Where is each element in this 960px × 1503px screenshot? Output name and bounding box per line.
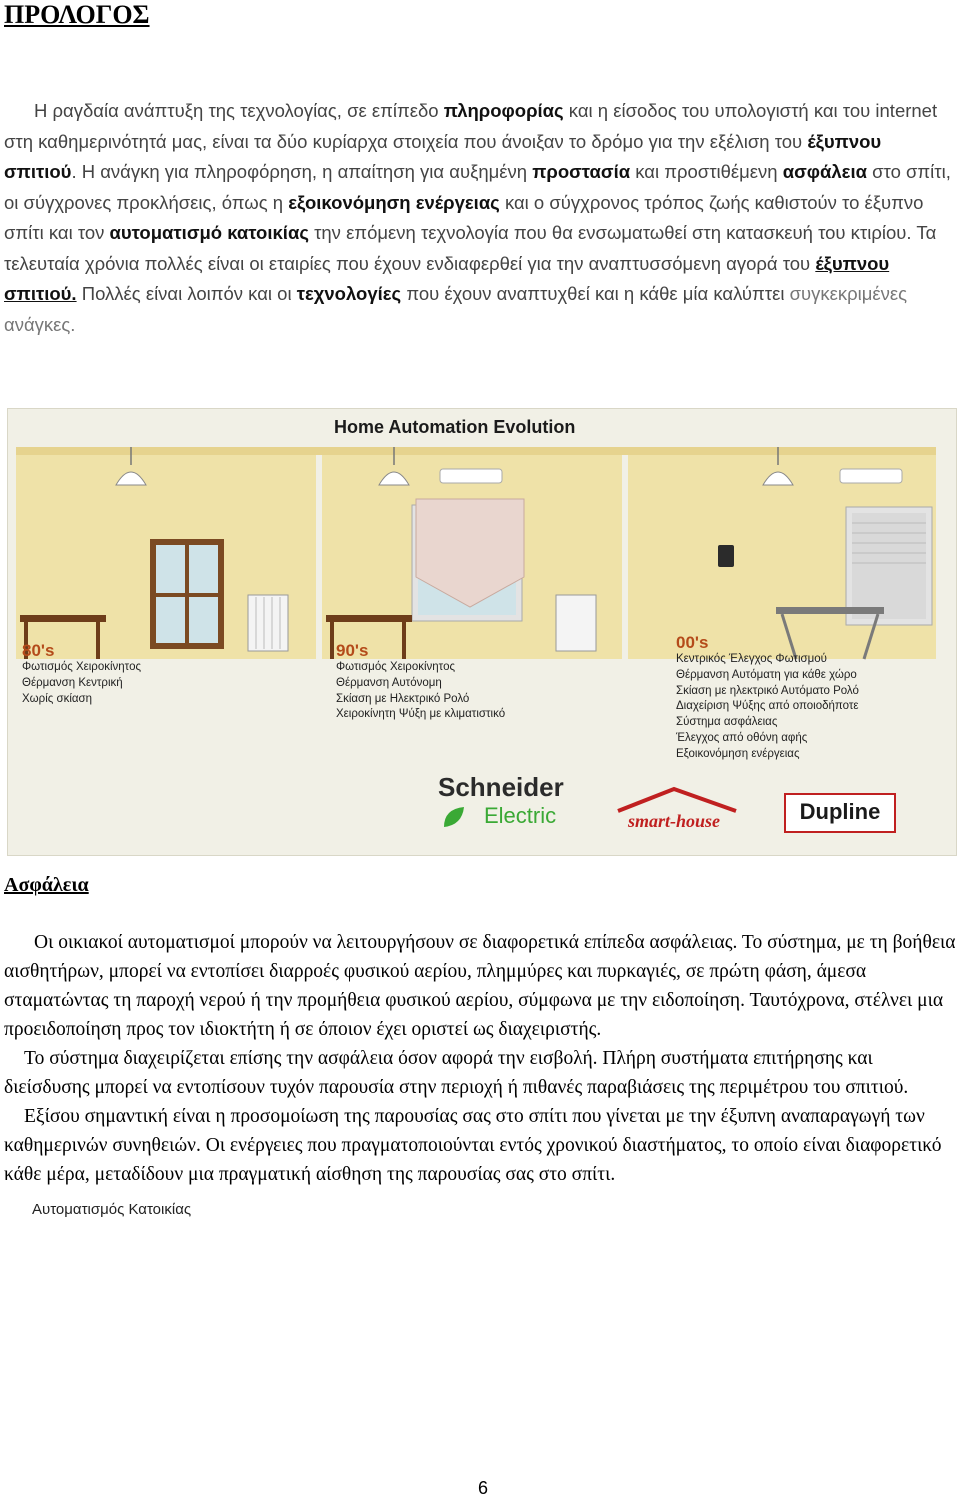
roller-blind-window-icon — [412, 499, 524, 621]
intro-text-segment: και προστιθέμενη — [630, 161, 783, 182]
window-icon — [150, 539, 224, 649]
body-paragraph: Οι οικιακοί αυτοματισμοί μπορούν να λειτουργήσουν σε διαφορετικά επίπεδα ασφάλειας. Το σύστημα, με τη βοήθεια αισθητήρων, μπορεί να εντοπίσει διαρροές φυσικού αερίου, πλημμύρες και πυρκαγιές, σε πρώτη φάση, άμεσα σταματώντας τη παροχή νερού ή την προμήθεια φυσικού αερίου, σύμφωνα με την ειδοποίηση. Ταυτόχρονα, στέλνει μια προειδοποίηση προς τον ιδιοκτήτη ή σε όποιον έχει οριστεί ως διαχειριστής. — [4, 932, 956, 1040]
body-paragraph: Εξίσου σημαντική είναι η προσομοίωση της παρουσίας σας στο σπίτι που γίνεται με την έξυπνη αναπαραγωγή των καθημερινών συνηθειών. Οι ενέργειες που πραγματοποιούνται εντός χρονικού διαστήματος, το οποίο είναι διαφορετικό κάθε μέρα, μεταδίδουν μια πραγματική αίσθηση της παρουσίας σας στο σπίτι. — [4, 1106, 942, 1185]
caption-line: Θέρμανση Αυτόματη για κάθε χώρο — [676, 668, 857, 681]
caption-line: Φωτισμός Χειροκίνητος — [336, 661, 456, 673]
caption-line: Χειροκίνητη Ψύξη με κλιματιστικό — [336, 708, 506, 721]
caption-line: Φωτισμός Χειροκίνητος — [22, 661, 142, 673]
dupline-logo — [784, 793, 896, 833]
smart-house-logo-text: smart-house — [628, 811, 721, 831]
page-number: 6 — [478, 1478, 489, 1498]
intro-text — [4, 96, 954, 340]
intro-emphasis: τεχνολογίες — [296, 283, 402, 304]
intro-text-segment: Η ραγδαία ανάπτυξη της τεχνολογίας, σε επίπεδο — [34, 100, 444, 121]
rooms-illustration — [16, 447, 936, 659]
era-90s-caption — [336, 641, 616, 723]
air-conditioner-icon — [440, 469, 502, 483]
caption-line: Θέρμανση Κεντρική — [22, 676, 123, 689]
intro-emphasis: έξυπνου σπιτιού — [4, 130, 882, 182]
section-title-text: Ασφάλεια — [4, 874, 89, 896]
caption-line: Χωρίς σκίαση — [22, 692, 93, 705]
caption-line: Εξοικονόμηση ενέργειας — [676, 747, 800, 760]
intro-emphasis: προστασία — [532, 161, 631, 182]
caption-line: Θέρμανση Αυτόνομη — [336, 676, 442, 689]
schneider-electric-logo — [438, 773, 578, 839]
caption-line: Έλεγχος από οθόνη αφής — [676, 731, 808, 744]
air-conditioner-icon — [840, 469, 902, 483]
caption-line: Σύστημα ασφάλειας — [676, 716, 778, 729]
intro-text-segment: και η είσοδος του υπολογιστή και του internet στη καθημερινότητά μας, είναι τα δύο κυρίαρχα στοιχεία που άνοιξαν το δρόμο για την εξέλιση του — [4, 100, 938, 152]
intro-text-segment: στο σπίτι, οι σύγχρονες προκλήσεις, όπως η — [4, 161, 951, 213]
schneider-logo-text: Schneider — [438, 772, 564, 802]
caption-line: Σκίαση με ηλεκτρικό Αυτόματο Ρολό — [676, 684, 859, 697]
figure-footer-title: Αυτοματισμός Κατοικίας — [32, 1201, 192, 1218]
intro-emphasis-underlined: έξυπνου σπιτιού. — [4, 252, 890, 304]
section-body — [4, 928, 959, 1189]
caption-line: Διαχείριση Ψύξης από οποιοδήποτε — [676, 700, 859, 713]
era-80s-caption — [22, 641, 282, 707]
era-80s-label: 80's — [22, 641, 55, 660]
schneider-leaf-icon — [440, 803, 468, 831]
era-00s-caption — [676, 633, 946, 763]
intro-emphasis: ασφάλεια — [782, 161, 867, 182]
intro-text-segment: συγκεκριμένες ανάγκες. — [4, 283, 908, 335]
caption-line: Κεντρικός Έλεγχος Φωτισμού — [676, 653, 827, 665]
smart-house-logo — [612, 785, 752, 841]
caption-line: Σκίαση με Ηλεκτρικό Ρολό — [336, 692, 470, 705]
intro-text-segment: που έχουν αναπτυχθεί και η κάθε μία καλύπτει — [401, 283, 790, 304]
page-title: ΠΡΟΛΟΓΟΣ — [4, 0, 150, 29]
dupline-logo-text: Dupline — [799, 799, 881, 824]
intro-text-segment: . Η ανάγκη για πληροφόρηση, η απαίτηση για αυξημένη — [71, 161, 533, 182]
body-paragraph: Το σύστημα διαχειρίζεται επίσης την ασφάλεια όσον αφορά την εισβολή. Πλήρη συστήματα επιτήρησης και διείσδυσης μπορεί να εντοπίσουν τυχόν παρουσία στην περιοχή ή πιθανές παραβιάσεις της περιμέτρου του σπιτιού. — [4, 1048, 909, 1098]
section-title — [4, 870, 99, 900]
intro-text-segment: Πολλές είναι λοιπόν και οι — [76, 283, 297, 304]
intro-emphasis: εξοικονόμηση ενέργειας — [288, 191, 500, 213]
era-00s-label: 00's — [676, 633, 709, 652]
electric-logo-text: Electric — [484, 803, 557, 828]
intro-text-segment: την επόμενη τεχνολογία που θα ενσωματωθεί στη κατασκευή του κτιρίου. Τα τελευταία χρόνια πολλές είναι οι εταιρίες που έχουν ενδιαφερθεί για την αναπτυσσόμενη αγορά του — [4, 222, 937, 274]
intro-paragraph — [4, 96, 954, 340]
intro-text-segment: και ο σύγχρονος τρόπος ζωής καθιστούν το έξυπνο σπίτι και τον — [4, 191, 924, 243]
touch-panel-icon — [718, 545, 734, 567]
intro-emphasis: αυτοματισμό κατοικίας — [109, 222, 309, 243]
figure-title: Home Automation Evolution — [334, 417, 576, 437]
era-90s-label: 90's — [336, 641, 369, 660]
intro-emphasis: πληροφορίας — [443, 100, 564, 121]
